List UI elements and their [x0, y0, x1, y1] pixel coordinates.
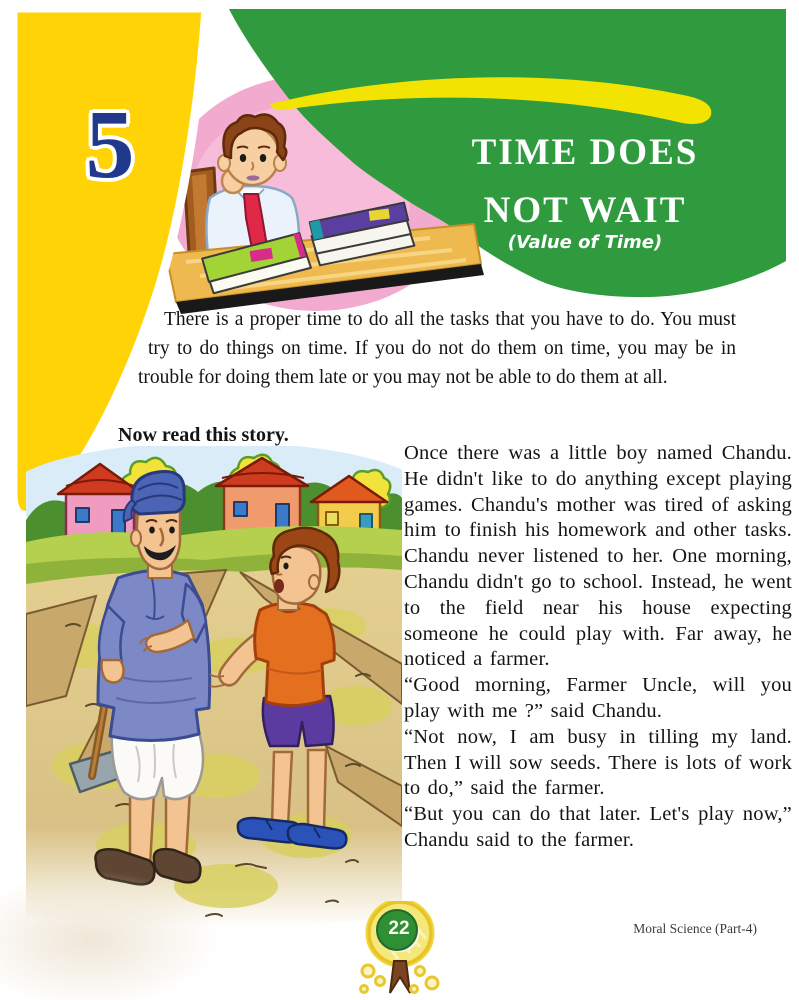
story-paragraph: “But you can do that later. Let's play now,” Chandu said to the farmer.	[404, 803, 792, 851]
chapter-title-line2: NOT WAIT	[483, 190, 687, 231]
watercolor-smudge	[0, 870, 220, 1000]
curve-spacer	[100, 305, 164, 334]
intro-lead: Now read this story.	[118, 424, 289, 446]
intro-paragraph	[100, 305, 736, 450]
curve-spacer	[100, 363, 138, 392]
chapter-title-line1: TIME DOES	[471, 132, 699, 173]
chapter-number: 5	[85, 91, 135, 199]
curve-spacer	[100, 392, 127, 421]
story-paragraph: “Not now, I am busy in tilling my land. Then I will sow seeds. There is lots of work to do,” said the farmer.	[404, 725, 792, 800]
page-number-badge: 22	[388, 918, 410, 939]
story-text	[404, 441, 792, 854]
book-title: Moral Science (Part-4)	[633, 921, 757, 936]
story-paragraph: “Good morning, Farmer Uncle, will you play with me ?” said Chandu.	[404, 674, 792, 722]
intro-text: There is a proper time to do all the tasks that you have to do. You must try to do things on time. If you do not do them on time, you may be in trouble for doing them late or you may not be able to do them at all.	[138, 309, 736, 388]
tree-icon	[350, 901, 460, 1000]
curve-spacer	[100, 334, 148, 363]
chapter-title	[412, 124, 758, 240]
chapter-subtitle: (Value of Time)	[507, 232, 663, 253]
story-paragraph: Once there was a little boy named Chandu. He didn't like to do anything except playing games. Chandu's mother was tired of asking him to finish his homework and other tasks. Chandu never listened to her. One morning, Chandu didn't go to school. Instead, he went to the field near his house expecting someone he could play with. Far away, he noticed a farmer.	[404, 442, 792, 671]
